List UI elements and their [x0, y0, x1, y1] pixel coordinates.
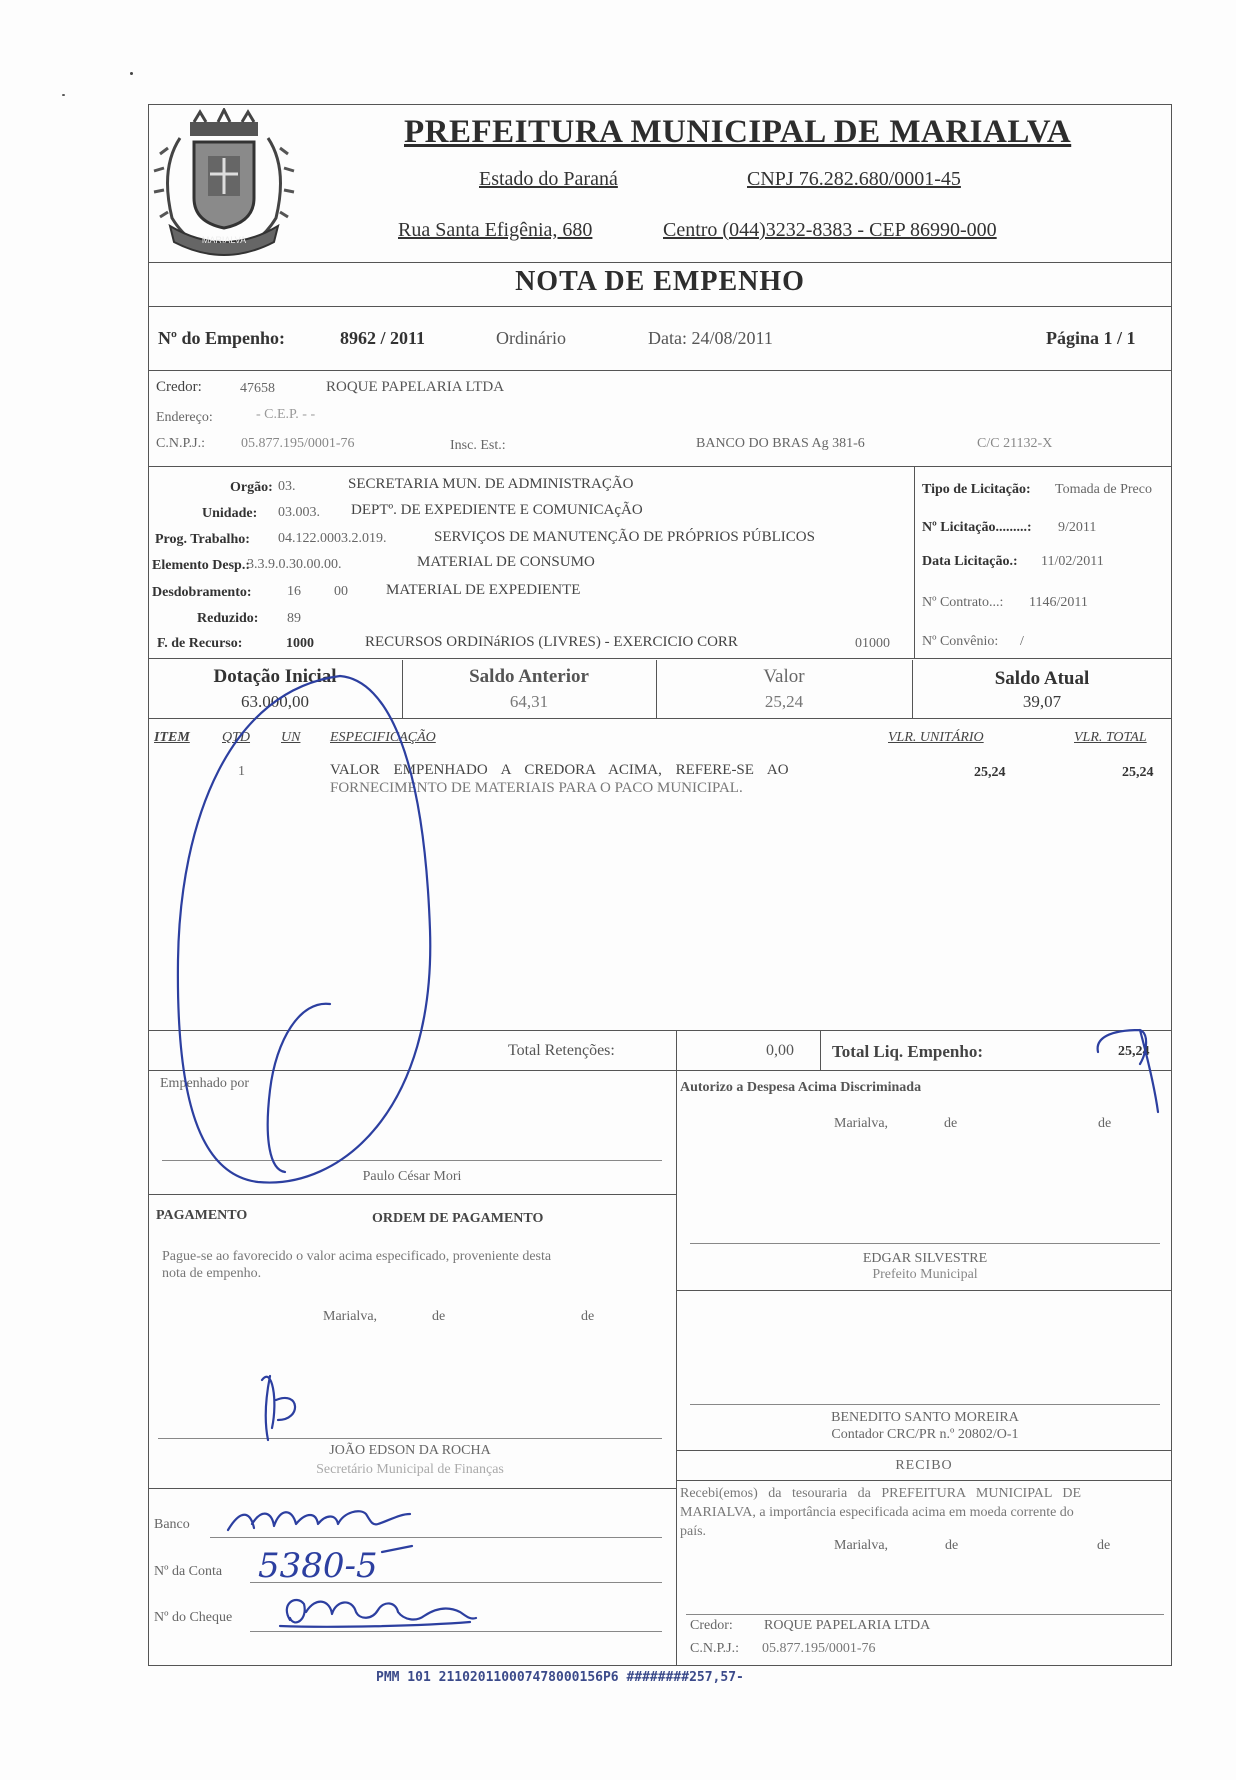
autorizo-de1: de	[944, 1116, 958, 1131]
item-vlr-unitario: 25,24	[974, 765, 1006, 780]
insc-label: Insc. Est.:	[450, 438, 506, 453]
tipo-licitacao-label: Tipo de Licitação:	[922, 482, 1031, 497]
dotacao-inicial-label: Dotação Inicial	[213, 666, 337, 687]
valor-label: Valor	[763, 666, 805, 687]
empenhado-label: Empenhado por	[160, 1076, 250, 1091]
bank-info: BANCO DO BRAS Ag 381-6	[696, 436, 865, 451]
municipality-title: PREFEITURA MUNICIPAL DE MARIALVA	[404, 114, 1072, 150]
desdobramento-name: MATERIAL DE EXPEDIENTE	[386, 582, 581, 598]
recibo-title: RECIBO	[895, 1458, 953, 1473]
pagamento-de1: de	[432, 1309, 446, 1324]
credor-label: Credor:	[156, 379, 202, 395]
prog-label: Prog. Trabalho:	[155, 532, 250, 547]
pagamento-label: PAGAMENTO	[156, 1208, 248, 1223]
address-value: - C.E.P. - -	[256, 407, 316, 422]
recibo-text-line1: Recebi(emos) da tesouraria da PREFEITURA MUNICIPAL DE	[680, 1486, 1082, 1501]
cnpj-label: C.N.P.J.:	[156, 436, 206, 451]
recurso-name: RECURSOS ORDINáRIOS (LIVRES) - EXERCICIO CORR	[365, 634, 738, 650]
col-especificacao: ESPECIFICAÇÃO	[330, 730, 436, 745]
recurso-code: 1000	[286, 636, 314, 651]
cnpj-value: 05.877.195/0001-76	[241, 436, 355, 451]
ordem-pagamento-label: ORDEM DE PAGAMENTO	[372, 1211, 544, 1226]
elemento-code: 3.3.9.0.30.00.00.	[247, 557, 342, 572]
contador-title: Contador CRC/PR n.º 20802/O-1	[831, 1427, 1019, 1442]
recibo-credor-name: ROQUE PAPELARIA LTDA	[764, 1618, 931, 1633]
footer-code: PMM 101 211020110007478000156P6 ########257,57-	[376, 1670, 744, 1685]
empenho-date: Data: 24/08/2011	[648, 328, 773, 348]
municipal-cnpj: CNPJ 76.282.680/0001-45	[747, 168, 961, 190]
contrato-value: 1146/2011	[1029, 595, 1088, 610]
empenhado-signer: Paulo César Mori	[362, 1169, 462, 1184]
saldo-atual-label: Saldo Atual	[994, 668, 1090, 689]
recibo-cnpj-value: 05.877.195/0001-76	[762, 1641, 876, 1656]
saldo-atual-value: 39,07	[1022, 692, 1062, 711]
num-licitacao-label: Nº Licitação.........:	[922, 520, 1032, 535]
conta-underline-flourish	[382, 1546, 412, 1552]
item-desc-line2: FORNECIMENTO DE MATERIAIS PARA O PACO MUNICIPAL.	[330, 780, 743, 796]
recibo-city: Marialva,	[834, 1538, 889, 1553]
inner-loop-mark	[268, 1004, 330, 1172]
mayor-name: EDGAR SILVESTRE	[862, 1251, 988, 1266]
recibo-de2: de	[1097, 1538, 1111, 1553]
reduzido-value: 89	[287, 611, 301, 626]
desdobramento-code: 16	[287, 584, 301, 599]
cheque-handwritten-signature	[287, 1600, 476, 1622]
large-oval-mark	[178, 676, 430, 1183]
pagamento-city: Marialva,	[323, 1309, 378, 1324]
desdobramento-label: Desdobramento:	[152, 585, 252, 600]
conta-label: Nº da Conta	[154, 1564, 223, 1579]
pagamento-text-line2: nota de empenho.	[162, 1266, 262, 1281]
street-address: Rua Santa Efigênia, 680	[398, 219, 593, 241]
total-liquido-value: 25,24	[1118, 1044, 1150, 1059]
col-qtd: QTD	[222, 730, 251, 745]
saldo-anterior-value: 64,31	[509, 692, 549, 711]
elemento-label: Elemento Desp.:	[152, 558, 250, 573]
orgao-label: Orgão:	[230, 480, 273, 495]
reduzido-label: Reduzido:	[197, 611, 259, 626]
page-number: Página 1 / 1	[1046, 328, 1136, 348]
tipo-licitacao-value: Tomada de Preco	[1055, 482, 1152, 497]
unidade-name: DEPTº. DE EXPEDIENTE E COMUNICAçÃO	[351, 502, 643, 518]
banco-handwritten-signature	[228, 1511, 410, 1530]
credor-name: ROQUE PAPELARIA LTDA	[326, 379, 505, 395]
credor-code: 47658	[240, 381, 275, 396]
crest-banner-text: MARIALVA	[201, 235, 247, 245]
account-info: C/C 21132-X	[977, 436, 1053, 451]
unidade-code: 03.003.	[278, 505, 320, 520]
unidade-label: Unidade:	[202, 506, 258, 521]
num-licitacao-value: 9/2011	[1058, 520, 1097, 535]
pagamento-de2: de	[581, 1309, 595, 1324]
contrato-label: Nº Contrato...:	[922, 595, 1004, 610]
valor-value: 25,24	[764, 692, 804, 711]
autorizo-city: Marialva,	[834, 1116, 889, 1131]
col-un: UN	[281, 730, 301, 745]
contact-info: Centro (044)3232-8383 - CEP 86990-000	[663, 219, 997, 241]
recibo-cnpj-label: C.N.P.J.:	[690, 1641, 740, 1656]
contador-name: BENEDITO SANTO MOREIRA	[831, 1410, 1019, 1425]
state-name: Estado do Paraná	[479, 168, 618, 190]
data-licitacao-label: Data Licitação.:	[922, 554, 1018, 569]
recibo-text-line2: MARIALVA, a importância especificada acima em moeda corrente do	[680, 1505, 1074, 1520]
item-desc-line1: VALOR EMPENHADO A CREDORA ACIMA, REFERE-SE AO	[330, 762, 789, 778]
empenho-number: 8962 / 2011	[340, 328, 426, 348]
recibo-text-line3: país.	[680, 1524, 707, 1539]
recurso-subcode: 01000	[855, 636, 890, 651]
secretary-title: Secretário Municipal de Finanças	[316, 1462, 504, 1477]
total-circle-mark	[1098, 1030, 1158, 1112]
convenio-label: Nº Convênio:	[922, 634, 999, 649]
col-vlr-total: VLR. TOTAL	[1074, 730, 1147, 745]
item-vlr-total: 25,24	[1122, 765, 1154, 780]
col-item: ITEM	[154, 730, 190, 745]
data-licitacao-value: 11/02/2011	[1041, 554, 1104, 569]
total-retencoes-value: 0,00	[766, 1042, 794, 1059]
convenio-value: /	[1020, 634, 1024, 649]
recibo-de1: de	[945, 1538, 959, 1553]
prog-name: SERVIÇOS DE MANUTENÇÃO DE PRÓPRIOS PÚBLICOS	[434, 529, 815, 545]
pagamento-text-line1: Pague-se ao favorecido o valor acima especificado, proveniente desta	[162, 1249, 552, 1264]
empenho-label: Nº do Empenho:	[158, 328, 285, 348]
total-retencoes-label: Total Retenções:	[508, 1042, 615, 1059]
cheque-label: Nº do Cheque	[154, 1610, 233, 1625]
saldo-anterior-label: Saldo Anterior	[469, 666, 589, 687]
orgao-code: 03.	[278, 479, 296, 494]
desdobramento-subcode: 00	[334, 584, 348, 599]
prog-code: 04.122.0003.2.019.	[278, 531, 387, 546]
cheque-signature-underline	[280, 1622, 470, 1627]
autorizo-label: Autorizo a Despesa Acima Discriminada	[680, 1080, 922, 1095]
autorizo-de2: de	[1098, 1116, 1112, 1131]
mayor-title: Prefeito Municipal	[872, 1267, 978, 1282]
address-label: Endereço:	[156, 410, 213, 425]
elemento-name: MATERIAL DE CONSUMO	[417, 554, 595, 570]
conta-value: 5380-5	[258, 1546, 378, 1586]
col-vlr-unitario: VLR. UNITÁRIO	[888, 730, 984, 745]
recibo-credor-label: Credor:	[690, 1618, 733, 1633]
page-title: NOTA DE EMPENHO	[515, 266, 805, 297]
secretary-name: JOÃO EDSON DA ROCHA	[329, 1443, 491, 1458]
orgao-name: SECRETARIA MUN. DE ADMINISTRAÇÃO	[348, 476, 634, 492]
total-liquido-label: Total Liq. Empenho:	[832, 1042, 983, 1061]
empenho-type: Ordinário	[496, 328, 566, 348]
secretary-initial-signature	[262, 1376, 295, 1440]
item-qtd: 1	[238, 764, 245, 779]
dotacao-inicial-value: 63.000,00	[241, 692, 309, 711]
banco-label: Banco	[154, 1517, 190, 1532]
recurso-label: F. de Recurso:	[157, 636, 243, 651]
